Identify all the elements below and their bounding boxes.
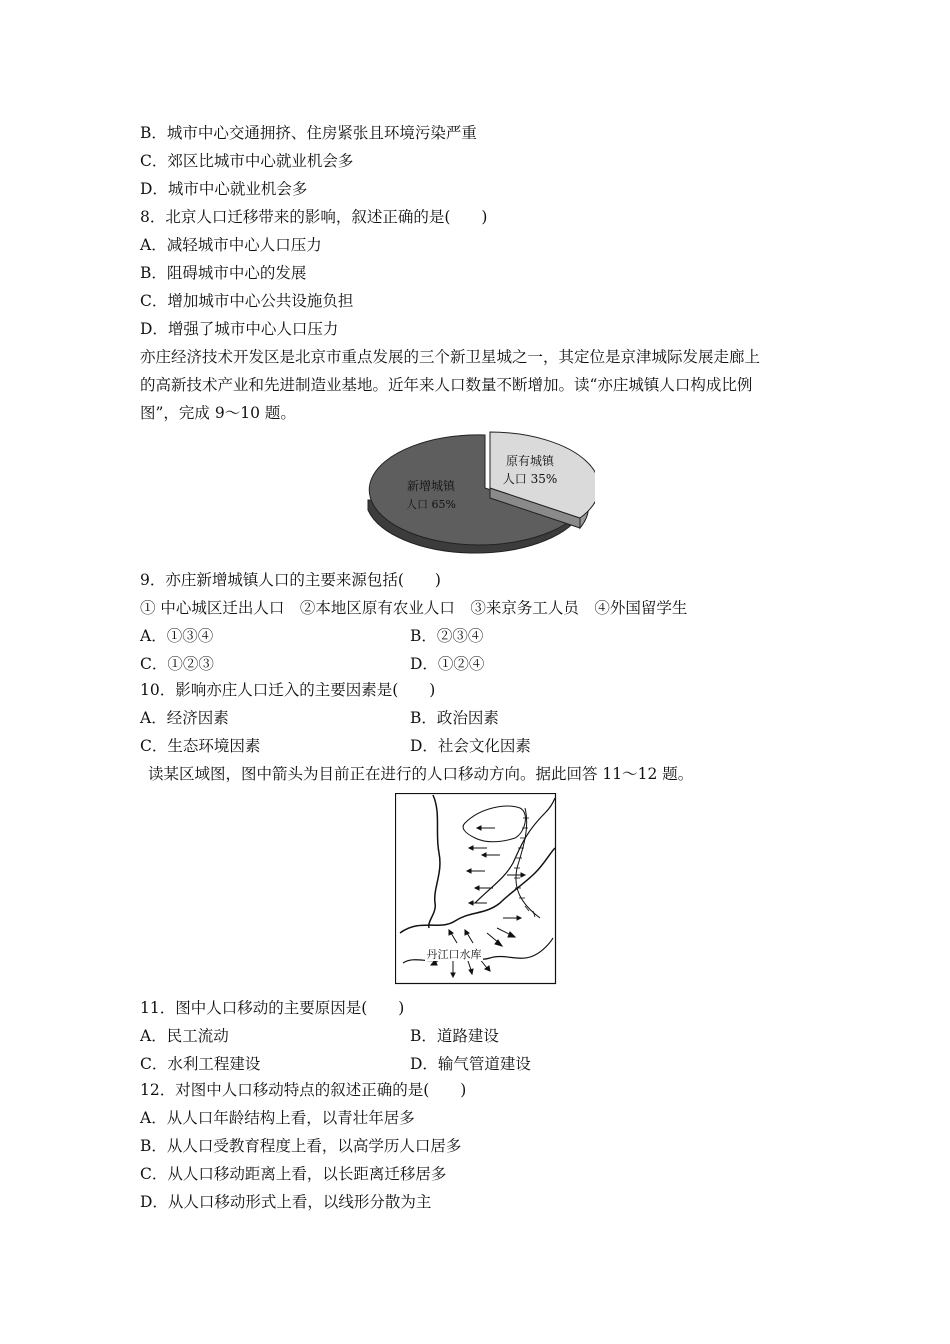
q10-option-d: D．社会文化因素 (410, 737, 531, 755)
q8-stem: 8．北京人口迁移带来的影响，叙述正确的是( ) (140, 208, 488, 226)
region-map-figure (395, 793, 557, 985)
q11-stem: 11．图中人口移动的主要原因是( ) (140, 999, 405, 1017)
q9-option-d: D．①②④ (410, 655, 485, 673)
q10-option-c: C．生态环境因素 (140, 737, 261, 755)
q8-option-b: B．阻碍城市中心的发展 (140, 264, 307, 282)
q12-option-a: A．从人口年龄结构上看，以青壮年居多 (140, 1109, 415, 1127)
q9-option-c: C．①②③ (140, 655, 214, 673)
pie-chart-figure (365, 430, 595, 565)
q9-stem: 9．亦庄新增城镇人口的主要来源包括( ) (140, 571, 441, 589)
q12-option-b: B．从人口受教育程度上看，以高学历人口居多 (140, 1137, 462, 1155)
pie-chart (365, 430, 595, 565)
q10-stem: 10．影响亦庄人口迁入的主要因素是( ) (140, 681, 436, 699)
q7-option-b: B．城市中心交通拥挤、住房紧张且环境污染严重 (140, 124, 477, 142)
pie-label-existing-line1: 原有城镇 (505, 454, 555, 468)
q7-option-c: C．郊区比城市中心就业机会多 (140, 152, 354, 170)
q8-option-c: C．增加城市中心公共设施负担 (140, 292, 354, 310)
q11-option-c: C．水利工程建设 (140, 1055, 261, 1073)
passage-9-10-line1: 亦庄经济技术开发区是北京市重点发展的三个新卫星城之一，其定位是京津城际发展走廊上 (140, 348, 761, 366)
q12-option-d: D．从人口移动形式上看，以线形分散为主 (140, 1193, 432, 1211)
q10-option-a: A．经济因素 (140, 709, 229, 727)
region-map (395, 793, 557, 985)
q11-option-d: D．输气管道建设 (410, 1055, 531, 1073)
passage-9-10-line2: 的高新技术产业和先进制造业基地。近年来人口数量不断增加。读“亦庄城镇人口构成比例 (140, 376, 753, 394)
q9-option-b: B．②③④ (410, 627, 484, 645)
pie-label-new-line2: 人口 65% (406, 498, 456, 511)
passage-11-12: 读某区域图，图中箭头为目前正在进行的人口移动方向。据此回答 11～12 题。 (148, 765, 694, 783)
passage-9-10-line3: 图”，完成 9～10 题。 (140, 404, 296, 422)
pie-label-new-line1: 新增城镇 (406, 479, 456, 493)
q12-stem: 12．对图中人口移动特点的叙述正确的是( ) (140, 1081, 467, 1099)
q10-option-b: B．政治因素 (410, 709, 499, 727)
pie-label-existing-line2: 人口 35% (502, 472, 558, 486)
q8-option-d: D．增强了城市中心人口压力 (140, 320, 339, 338)
q9-items: ① 中心城区迁出人口 ②本地区原有农业人口 ③来京务工人员 ④外国留学生 (140, 599, 688, 617)
q11-option-b: B．道路建设 (410, 1027, 499, 1045)
q7-option-d: D．城市中心就业机会多 (140, 180, 308, 198)
q9-option-a: A．①③④ (140, 627, 214, 645)
q11-option-a: A．民工流动 (140, 1027, 229, 1045)
reservoir-label: 丹江口水库 (426, 948, 482, 961)
q8-option-a: A．减轻城市中心人口压力 (140, 236, 322, 254)
q12-option-c: C．从人口移动距离上看，以长距离迁移居多 (140, 1165, 447, 1183)
